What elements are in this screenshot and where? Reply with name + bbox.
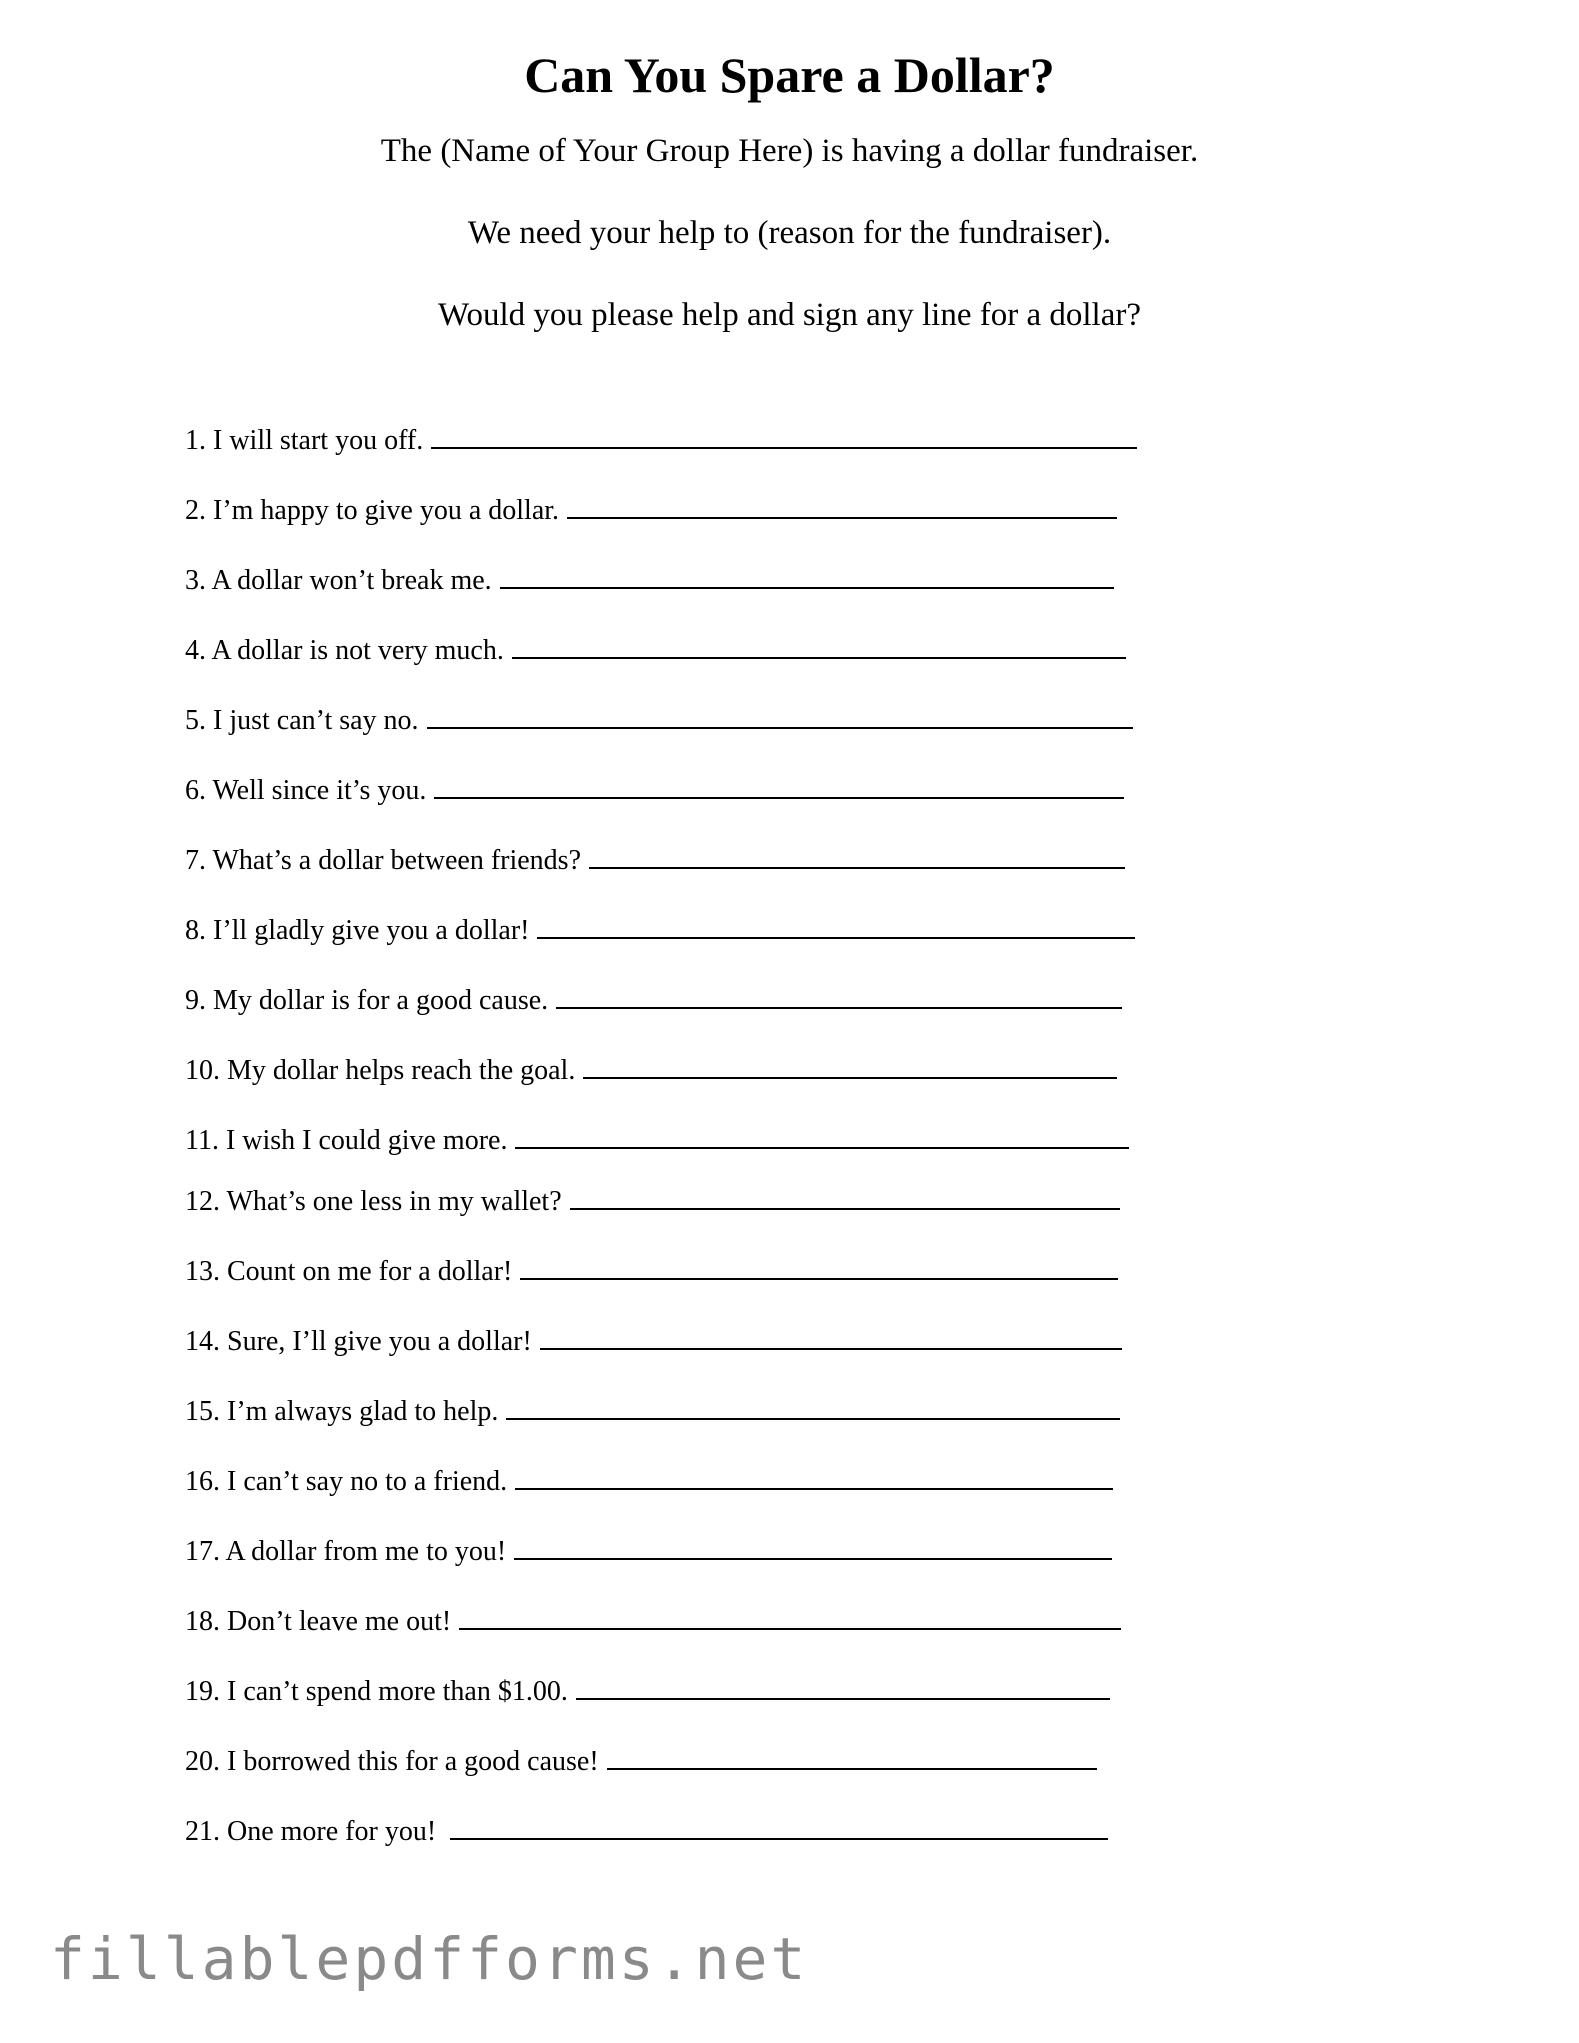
signature-line-3 [185, 561, 1114, 599]
signature-line-15 [185, 1392, 1120, 1430]
signature-line-18 [185, 1602, 1121, 1640]
signature-blank[interactable] [515, 1121, 1129, 1149]
intro-line-reason: We need your help to (reason for the fundraiser). [467, 215, 1112, 251]
signature-line-label: 19. I can’t spend more than $1.00. [185, 1676, 568, 1707]
watermark-text: fillablepdfforms.net [50, 1925, 809, 1993]
signature-line-label: 15. I’m always glad to help. [185, 1396, 499, 1427]
signature-blank[interactable] [427, 701, 1133, 729]
signature-line-label: 21. One more for you! [185, 1816, 437, 1847]
signature-line-label: 8. I’ll gladly give you a dollar! [185, 915, 530, 946]
signature-blank[interactable] [506, 1392, 1120, 1420]
page-title: Can You Spare a Dollar? [524, 47, 1055, 103]
signature-line-19 [185, 1672, 1110, 1710]
signature-line-7 [185, 841, 1125, 879]
signature-blank[interactable] [537, 911, 1135, 939]
signature-line-4 [185, 631, 1126, 669]
signature-line-label: 16. I can’t say no to a friend. [185, 1466, 508, 1497]
signature-blank[interactable] [520, 1252, 1118, 1280]
signature-line-label: 6. Well since it’s you. [185, 775, 427, 806]
signature-line-5 [185, 701, 1133, 739]
signature-blank[interactable] [607, 1742, 1097, 1770]
signature-blank[interactable] [515, 1462, 1113, 1490]
signature-blank[interactable] [583, 1051, 1117, 1079]
signature-blank[interactable] [576, 1672, 1110, 1700]
signature-blank[interactable] [540, 1322, 1122, 1350]
signature-line-label: 2. I’m happy to give you a dollar. [185, 495, 560, 526]
signature-blank[interactable] [589, 841, 1125, 869]
signature-blank[interactable] [459, 1602, 1121, 1630]
signature-line-label: 10. My dollar helps reach the goal. [185, 1055, 576, 1086]
signature-line-10 [185, 1051, 1117, 1089]
signature-blank[interactable] [450, 1812, 1108, 1840]
signature-line-9 [185, 981, 1122, 1019]
signature-line-label: 18. Don’t leave me out! [185, 1606, 452, 1637]
signature-line-1 [185, 421, 1137, 459]
signature-blank[interactable] [567, 491, 1117, 519]
signature-line-6 [185, 771, 1124, 809]
signature-line-label: 17. A dollar from me to you! [185, 1536, 507, 1567]
signature-line-12 [185, 1182, 1120, 1220]
signature-line-8 [185, 911, 1135, 949]
signature-line-label: 13. Count on me for a dollar! [185, 1256, 513, 1287]
signature-line-label: 1. I will start you off. [185, 425, 424, 456]
signature-blank[interactable] [512, 631, 1126, 659]
signature-line-label: 20. I borrowed this for a good cause! [185, 1746, 599, 1777]
signature-line-2 [185, 491, 1117, 529]
signature-line-label: 3. A dollar won’t break me. [185, 565, 492, 596]
signature-line-label: 11. I wish I could give more. [185, 1125, 508, 1156]
signature-line-label: 5. I just can’t say no. [185, 705, 419, 736]
intro-line-request: Would you please help and sign any line for a dollar? [438, 297, 1141, 333]
signature-line-17 [185, 1532, 1112, 1570]
signature-line-14 [185, 1322, 1122, 1360]
signature-line-16 [185, 1462, 1113, 1500]
signature-blank[interactable] [431, 421, 1137, 449]
signature-line-label: 9. My dollar is for a good cause. [185, 985, 549, 1016]
signature-blank[interactable] [570, 1182, 1120, 1210]
signature-line-13 [185, 1252, 1118, 1290]
signature-line-label: 14. Sure, I’ll give you a dollar! [185, 1326, 532, 1357]
intro-line-group-name: The (Name of Your Group Here) is having a dollar fundraiser. [380, 133, 1199, 169]
signature-line-20 [185, 1742, 1097, 1780]
signature-line-label: 4. A dollar is not very much. [185, 635, 504, 666]
signature-line-label: 12. What’s one less in my wallet? [185, 1186, 562, 1217]
signature-line-21 [185, 1812, 1108, 1850]
signature-lines-list [185, 0, 1285, 1900]
signature-blank[interactable] [434, 771, 1124, 799]
signature-line-label: 7. What’s a dollar between friends? [185, 845, 582, 876]
signature-blank[interactable] [556, 981, 1122, 1009]
signature-blank[interactable] [500, 561, 1114, 589]
signature-blank[interactable] [514, 1532, 1112, 1560]
signature-line-11 [185, 1121, 1129, 1159]
